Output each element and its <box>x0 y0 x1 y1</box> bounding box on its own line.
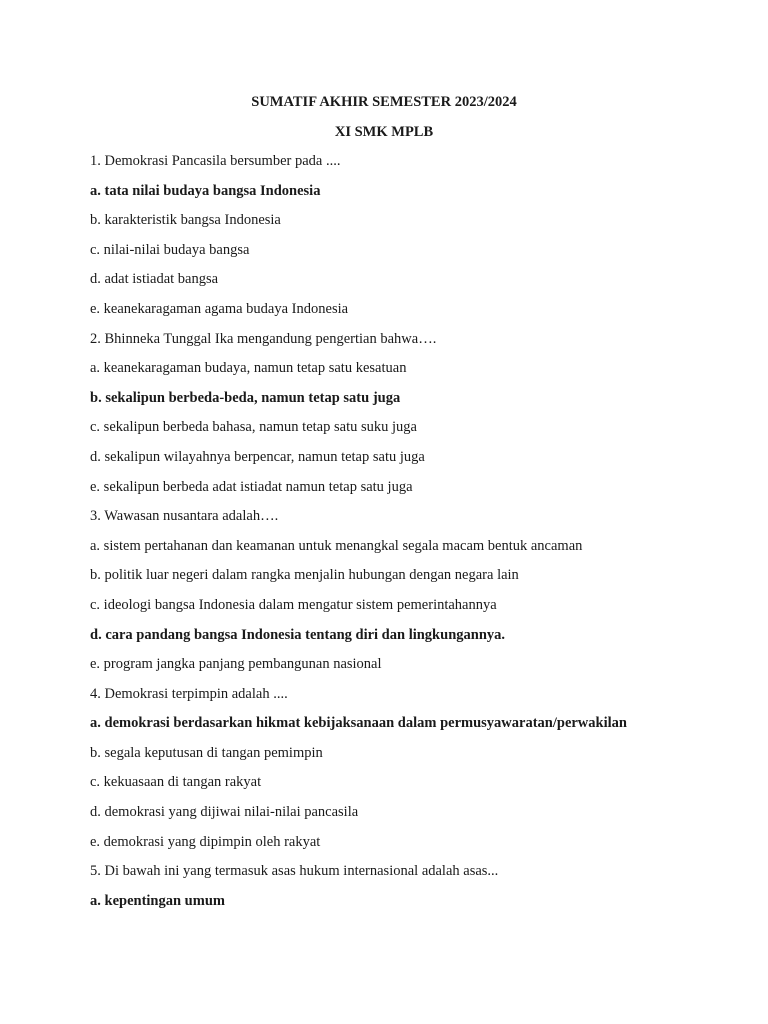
option-text: b. politik luar negeri dalam rangka menjalin hubungan dengan negara lain <box>90 567 519 584</box>
answer-option: d. cara pandang bangsa Indonesia tentang diri dan lingkungannya. <box>90 626 506 643</box>
answer-option: a. kepentingan umum <box>90 892 225 909</box>
option-text: a. keanekaragaman budaya, namun tetap satu kesatuan <box>90 360 407 377</box>
question-text: 1. Demokrasi Pancasila bersumber pada .... <box>90 153 341 169</box>
answer-option: a. tata nilai budaya bangsa Indonesia <box>90 182 321 199</box>
question-text: 2. Bhinneka Tunggal Ika mengandung pengertian bahwa…. <box>90 330 437 347</box>
option-text: d. demokrasi yang dijiwai nilai-nilai pancasila <box>90 804 359 821</box>
option-text: c. sekalipun berbeda bahasa, namun tetap satu suku juga <box>90 419 417 436</box>
document-subtitle: XI SMK MPLB <box>334 124 434 140</box>
option-text: d. adat istiadat bangsa <box>90 271 219 288</box>
option-text: c. kekuasaan di tangan rakyat <box>90 774 262 791</box>
document-title: SUMATIF AKHIR SEMESTER 2023/2024 <box>251 94 517 110</box>
answer-option: b. sekalipun berbeda-beda, namun tetap satu juga <box>90 389 401 406</box>
answer-option: a. demokrasi berdasarkan hikmat kebijaksanaan dalam permusyawaratan/perwakilan <box>90 715 627 732</box>
option-text: a. sistem pertahanan dan keamanan untuk menangkal segala macam bentuk ancaman <box>90 537 583 554</box>
option-text: c. ideologi bangsa Indonesia dalam mengatur sistem pemerintahannya <box>90 596 497 613</box>
question-list <box>90 152 750 921</box>
option-text: c. nilai-nilai budaya bangsa <box>90 241 250 258</box>
option-text: d. sekalipun wilayahnya berpencar, namun tetap satu juga <box>90 448 425 465</box>
option-text: e. demokrasi yang dipimpin oleh rakyat <box>90 833 321 850</box>
question-text: 3. Wawasan nusantara adalah…. <box>90 508 279 525</box>
question-text: 4. Demokrasi terpimpin adalah .... <box>90 685 288 702</box>
option-text: e. program jangka panjang pembangunan nasional <box>90 656 382 673</box>
question-text: 5. Di bawah ini yang termasuk asas hukum internasional adalah asas... <box>90 863 499 880</box>
option-text: b. segala keputusan di tangan pemimpin <box>90 744 323 761</box>
option-text: e. sekalipun berbeda adat istiadat namun tetap satu juga <box>90 478 413 495</box>
option-text: b. karakteristik bangsa Indonesia <box>90 212 281 229</box>
option-text: e. keanekaragaman agama budaya Indonesia <box>90 300 349 317</box>
